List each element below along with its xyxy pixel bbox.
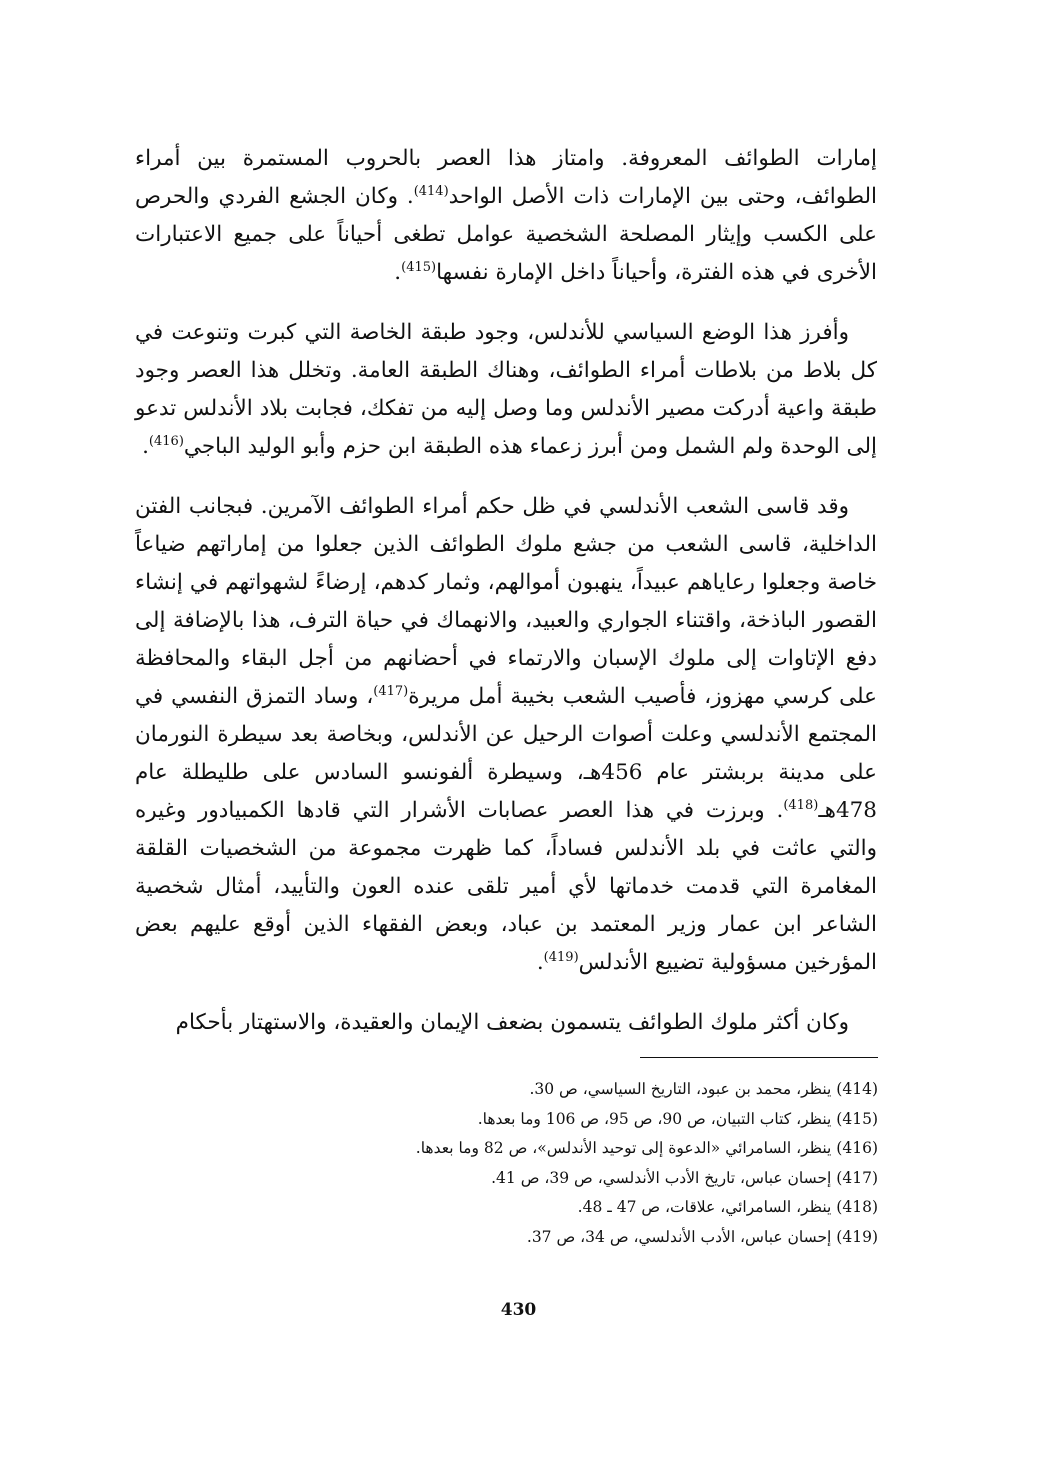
text-segment: . وبرزت في هذا العصر عصابات الأشرار التي قادها الكمبيادور وغيره والتي عاثت في بلد الأندلس فساداً، كما ظهرت مجموعة من الشخصيات القلقة المغامرة التي قدمت خدماتها لأي أمير تلقى عنده العون والتأييد، أمثال شخصية الشاعر ابن عمار وزير المعتمد بن عباد، وبعض الفقهاء الذين أوقع عليهم بعض المؤرخين مسؤولية تضييع الأندلس: [135, 798, 877, 975]
footnote-414: (414) ينظر، محمد بن عبود، التاريخ السياسي، ص 30.: [529, 1080, 878, 1098]
footnote-419: (419) إحسان عباس، الأدب الأندلسي، ص 34، ص 37.: [526, 1227, 878, 1246]
text-segment: وأفرز هذا الوضع السياسي للأندلس، وجود طبقة الخاصة التي كبرت وتنوعت في كل بلاط من بلاطات أمراء الطوائف، وهناك الطبقة العامة. وتخلل هذا العصر وجود طبقة واعية أدركت مصير الأندلس وما وصل إليه من تفكك، فجابت بلاد الأندلس تدعو إلى الوحدة ولم الشمل ومن أبرز زعماء هذه الطبقة ابن حزم وأبو الوليد الباجي: [135, 320, 877, 459]
text-segment: .: [394, 260, 402, 285]
footnote-ref-417: (417): [373, 683, 409, 699]
text-segment: .: [536, 950, 544, 975]
paragraph-1: [135, 140, 877, 292]
footnote-ref-415: (415): [401, 259, 437, 275]
page-number: 430: [500, 1300, 537, 1320]
footnote-ref-414: (414): [413, 183, 449, 199]
paragraph-3: [135, 488, 877, 982]
text-segment: إمارات الطوائف المعروفة. وامتاز هذا العصر بالحروب المستمرة بين أمراء الطوائف، وحتى بين الإمارات ذات الأصل الواحد: [135, 146, 877, 209]
footnote-ref-419: (419): [543, 949, 579, 965]
text-segment: . وكان الجشع الفردي والحرص على الكسب وإيثار المصلحة الشخصية عوامل تطغى أحياناً على جميع الاعتبارات الأخرى في هذه الفترة، وأحياناً داخل الإمارة نفسها: [135, 184, 877, 285]
paragraph-4: [135, 1004, 877, 1042]
footnote-divider: [640, 1057, 878, 1058]
text-segment: .: [142, 434, 149, 459]
text-segment: وقد قاسى الشعب الأندلسي في ظل حكم أمراء الطوائف الآمرين. فبجانب الفتن الداخلية، قاسى الشعب من جشع ملوك الطوائف الذين جعلوا من إماراتهم ضياعاً خاصة وجعلوا رعاياهم عبيداً، ينهبون أموالهم، وثمار كدهم، إرضاءً لشهواتهم في إنشاء القصور الباذخة، واقتناء الجواري والعبيد، والانهماك في حياة الترف، هذا بالإضافة إلى دفع الإتاوات إلى ملوك الإسبان والارتماء في أحضانهم من أجل البقاء والمحافظة على كرسي مهزوز، فأصيب الشعب بخيبة أمل مريرة: [135, 494, 877, 709]
body-text: [135, 140, 877, 1064]
text-segment: ، وساد التمزق النفسي في المجتمع الأندلسي وعلت أصوات الرحيل عن الأندلس، وبخاصة بعد سيطرة النورمان على مدينة بربشتر عام 456هـ، وسيطرة ألفونسو السادس على طليطلة عام 478هـ: [135, 684, 877, 823]
footnote-418: (418) ينظر، السامرائي، علاقات، ص 47 ـ 48.: [577, 1198, 878, 1216]
footnote-ref-418: (418): [783, 797, 819, 813]
footnote-ref-416: (416): [148, 433, 184, 449]
text-segment: وكان أكثر ملوك الطوائف يتسمون بضعف الإيمان والعقيدة، والاستهتار بأحكام: [175, 1010, 849, 1035]
paragraph-2: [135, 314, 877, 466]
footnote-415: (415) ينظر، كتاب التبيان، ص 90، ص 95، ص 106 وما بعدها.: [477, 1109, 878, 1128]
footnote-417: (417) إحسان عباس، تاريخ الأدب الأندلسي، ص 39، ص 41.: [491, 1168, 878, 1187]
footnote-416: (416) ينظر، السامرائي «الدعوة إلى توحيد الأندلس»، ص 82 وما بعدها.: [415, 1139, 878, 1157]
footnotes: [300, 1075, 878, 1252]
